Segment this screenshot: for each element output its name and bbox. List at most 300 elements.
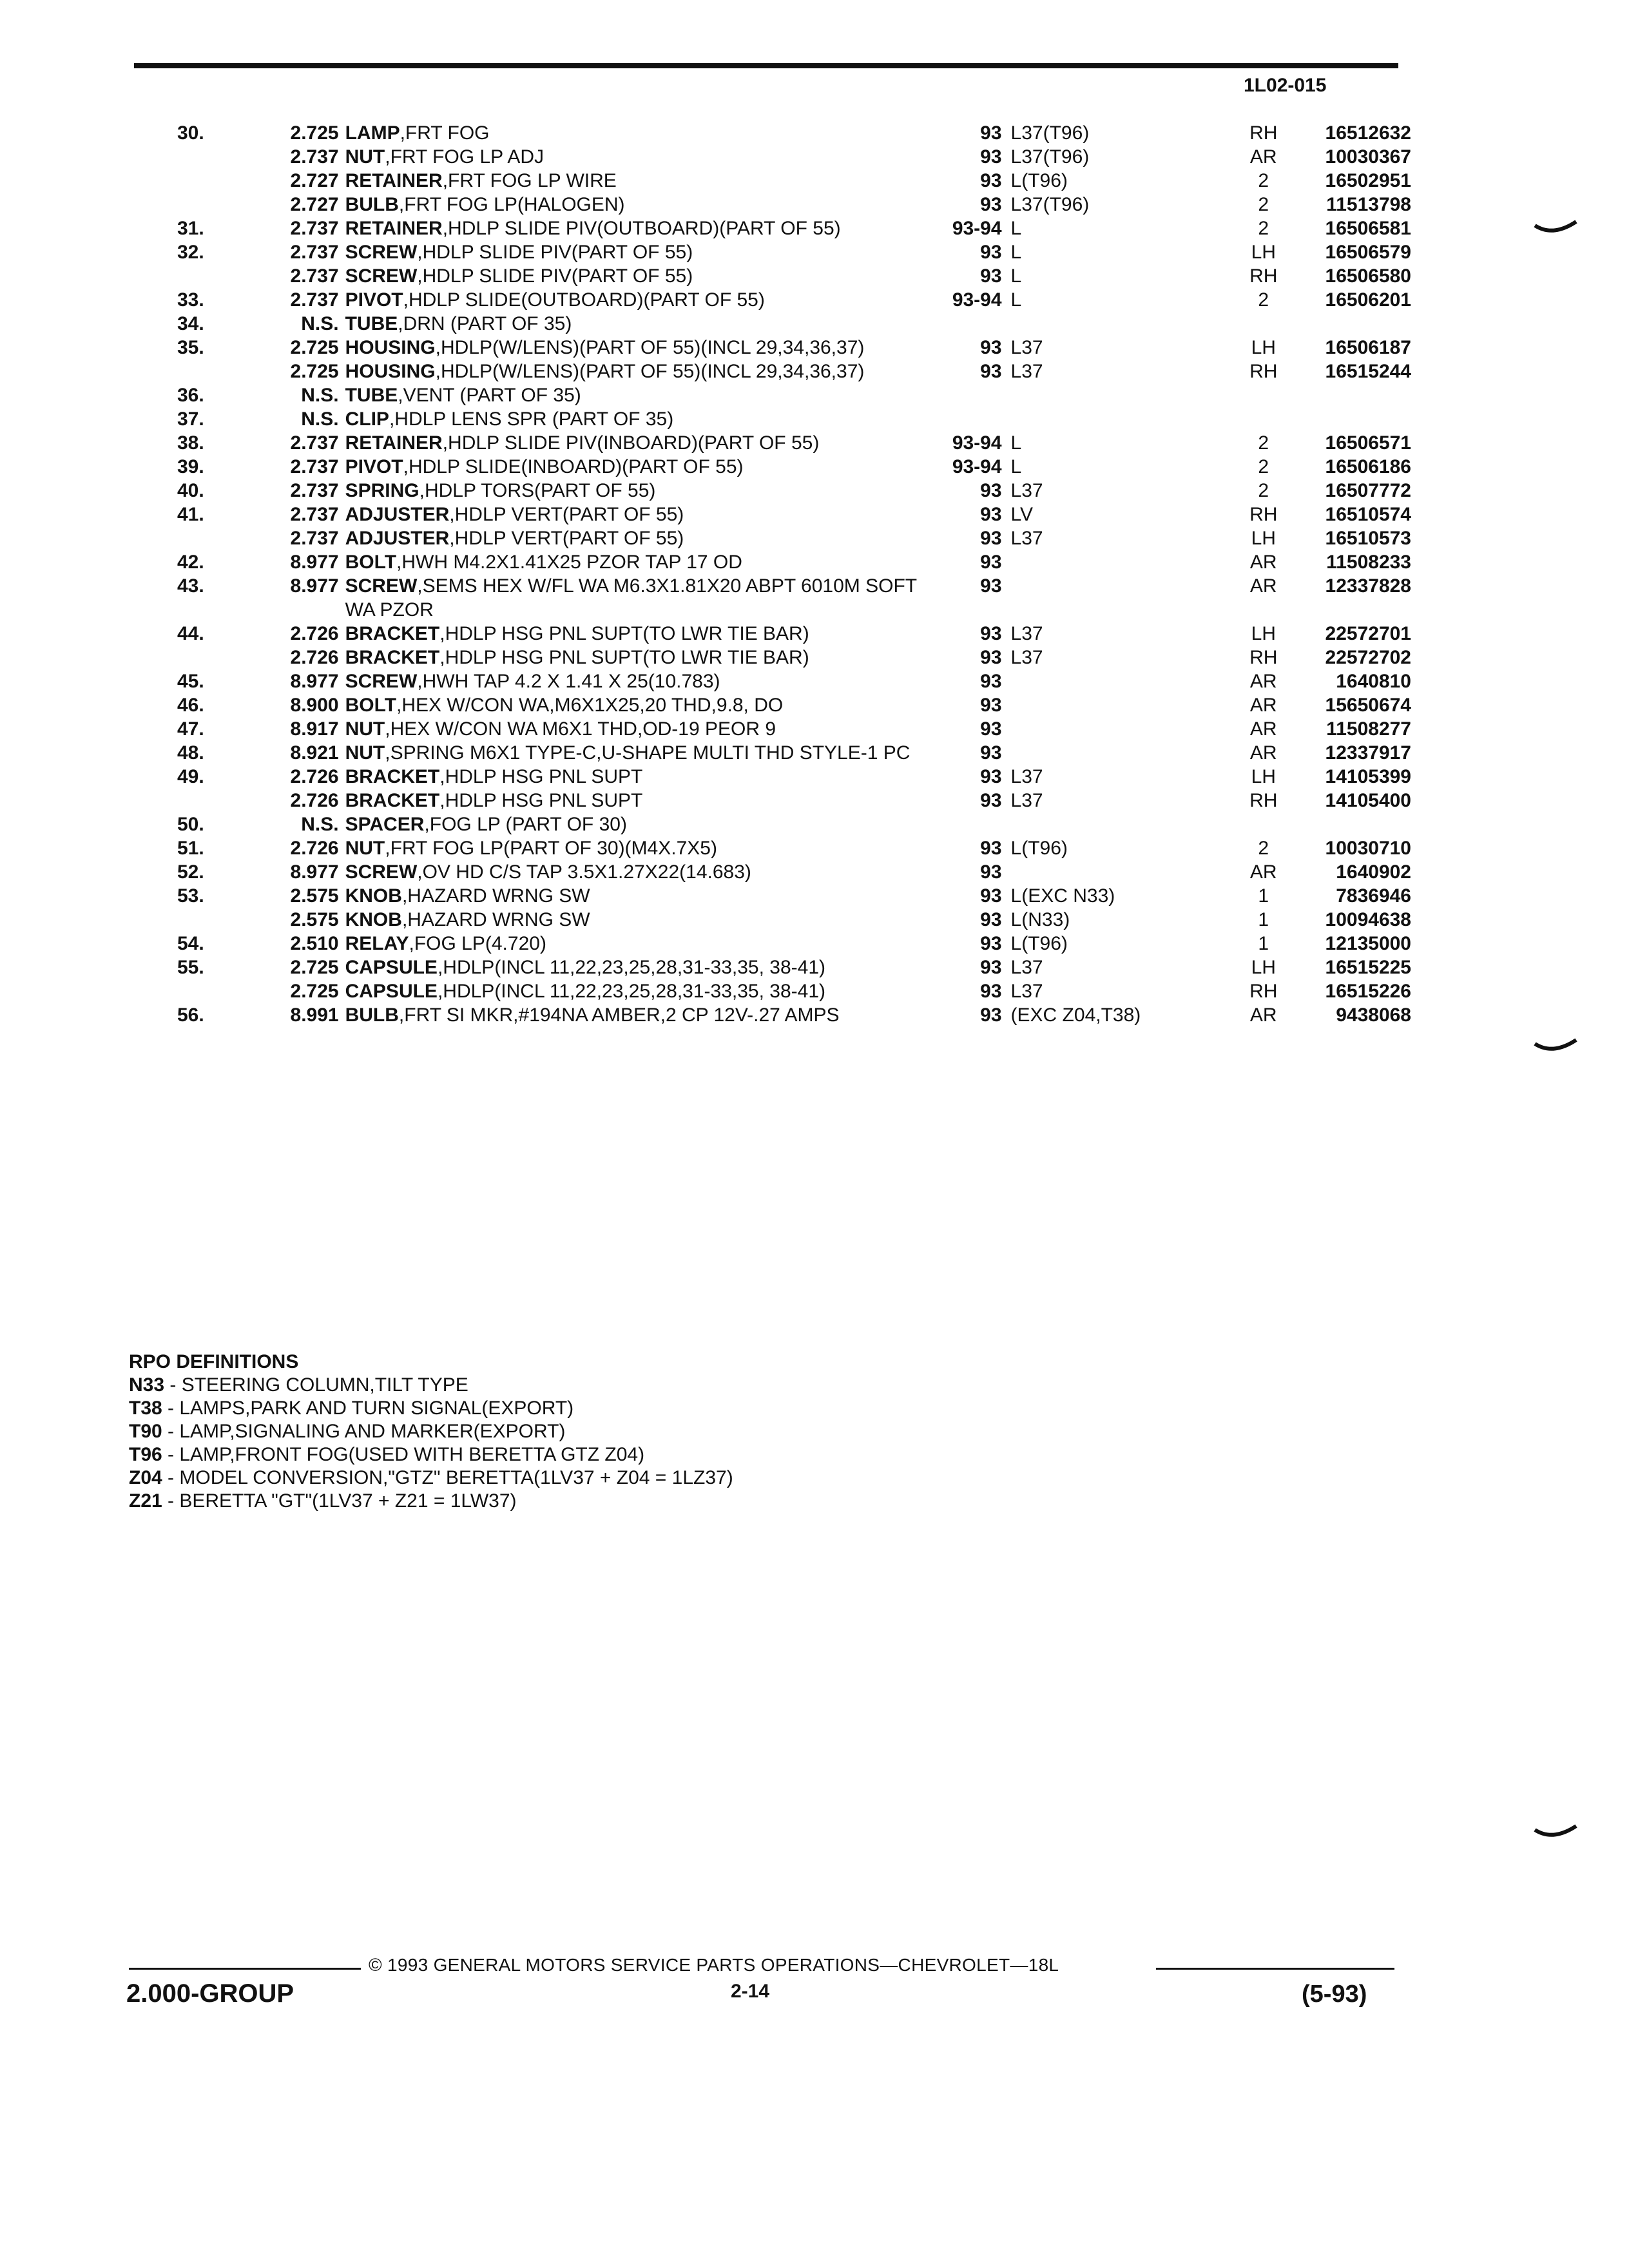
parts-row: [148, 932, 1411, 956]
part-detail: ,HDLP(W/LENS)(PART OF 55)(INCL 29,34,36,37): [435, 337, 865, 358]
part-number: 10030710: [1325, 838, 1411, 859]
ref-number: 32.: [177, 242, 204, 263]
part-name: KNOB: [345, 885, 402, 907]
part-name: RETAINER: [345, 218, 443, 239]
part-detail: ,HDLP HSG PNL SUPT: [439, 766, 643, 787]
parts-row: [148, 860, 1411, 884]
ref-number: 47.: [177, 718, 204, 740]
model-year: 93: [980, 742, 1002, 764]
part-detail: ,HDLP SLIDE PIV(INBOARD)(PART OF 55): [442, 432, 820, 454]
part-detail: ,FRT SI MKR,#194NA AMBER,2 CP 12V-.27 AMPS: [398, 1004, 840, 1026]
parts-row: [148, 121, 1411, 145]
ref-number: [148, 526, 250, 550]
group-number: N.S.: [301, 408, 339, 430]
part-name: BRACKET: [345, 790, 440, 811]
part-description: [345, 455, 923, 479]
usage-option: L37(T96): [1010, 146, 1090, 168]
footer-page-number: 2-14: [731, 1981, 770, 2002]
ref-number: [148, 979, 250, 1003]
part-number: 11508233: [1326, 552, 1411, 573]
model-year: 93: [980, 671, 1002, 692]
part-description: [345, 741, 923, 765]
part-number: 16512632: [1325, 122, 1411, 144]
parts-row: [148, 145, 1411, 169]
model-year: 93: [980, 861, 1002, 883]
parts-row: [148, 717, 1411, 741]
part-number: 11508277: [1326, 718, 1411, 740]
part-description: [345, 979, 923, 1003]
group-number: 2.737: [290, 480, 339, 501]
part-description: [345, 360, 923, 383]
quantity-side: AR: [1249, 146, 1277, 168]
quantity-side: RH: [1249, 790, 1278, 811]
model-year: 93: [980, 361, 1002, 382]
part-description: [345, 860, 923, 884]
part-name: ADJUSTER: [345, 528, 450, 549]
rpo-text: - LAMP,FRONT FOG(USED WITH BERETTA GTZ Z04): [162, 1444, 645, 1465]
part-description: [345, 646, 923, 669]
ref-number: 55.: [177, 957, 204, 978]
model-year: 93: [980, 766, 1002, 787]
group-number: 2.575: [290, 885, 339, 907]
part-detail: ,HAZARD WRNG SW: [401, 909, 590, 930]
rpo-text: - BERETTA "GT"(1LV37 + Z21 = 1LW37): [162, 1490, 517, 1512]
parts-row: [148, 812, 1411, 836]
part-detail: ,HDLP VERT(PART OF 55): [449, 504, 684, 525]
usage-option: L37: [1010, 480, 1043, 501]
group-number: 2.737: [290, 504, 339, 525]
ref-number: 41.: [177, 504, 204, 525]
part-name: KNOB: [345, 909, 402, 930]
part-number: 16506579: [1325, 242, 1411, 263]
ref-number: [148, 646, 250, 669]
part-name: NUT: [345, 838, 385, 859]
part-description: [345, 693, 923, 717]
model-year: 93: [980, 146, 1002, 168]
parts-row: [148, 741, 1411, 765]
parts-row: [148, 360, 1411, 383]
part-number: [1293, 312, 1411, 336]
page-id: 1L02-015: [1244, 75, 1327, 96]
group-number: N.S.: [301, 385, 339, 406]
model-year: 93: [980, 790, 1002, 811]
margin-mark-3: [1534, 1823, 1579, 1843]
part-description: [345, 574, 923, 622]
part-detail: ,HDLP(INCL 11,22,23,25,28,31-33,35, 38-41): [437, 981, 825, 1002]
quantity-side: 2: [1258, 218, 1269, 239]
part-detail: ,HEX W/CON WA,M6X1X25,20 THD,9.8, DO: [396, 695, 784, 716]
part-detail: ,HEX W/CON WA M6X1 THD,OD-19 PEOR 9: [385, 718, 776, 740]
quantity-side: AR: [1249, 552, 1277, 573]
part-detail: ,OV HD C/S TAP 3.5X1.27X22(14.683): [417, 861, 751, 883]
part-description: [345, 216, 923, 240]
part-detail: ,HDLP SLIDE PIV(PART OF 55): [417, 242, 693, 263]
quantity-side: LH: [1251, 242, 1276, 263]
rpo-text: - LAMP,SIGNALING AND MARKER(EXPORT): [162, 1421, 566, 1442]
ref-number: 34.: [177, 313, 204, 334]
usage-option: L: [1010, 265, 1022, 287]
part-detail: ,HDLP HSG PNL SUPT(TO LWR TIE BAR): [439, 623, 809, 644]
group-number: N.S.: [301, 313, 339, 334]
part-description: [345, 932, 923, 956]
part-number: 12135000: [1325, 933, 1411, 954]
group-number: 2.725: [290, 122, 339, 144]
part-name: SCREW: [345, 671, 418, 692]
parts-row: [148, 526, 1411, 550]
footer-group: 2.000-GROUP: [126, 1979, 294, 2008]
part-number: 16506581: [1325, 218, 1411, 239]
part-description: [345, 622, 923, 646]
part-number: 12337917: [1325, 742, 1411, 764]
parts-row: [148, 884, 1411, 908]
part-number: 11513798: [1326, 194, 1411, 215]
part-name: NUT: [345, 146, 385, 168]
part-description: [345, 169, 923, 193]
model-year: 93: [980, 122, 1002, 144]
quantity-side: [1234, 407, 1293, 431]
part-number: [1293, 407, 1411, 431]
ref-number: 38.: [177, 432, 204, 454]
quantity-side: 2: [1258, 289, 1269, 311]
group-number: 2.726: [290, 647, 339, 668]
model-year: [923, 812, 1011, 836]
part-description: [345, 884, 923, 908]
part-detail: ,HDLP(INCL 11,22,23,25,28,31-33,35, 38-41): [437, 957, 825, 978]
ref-number: [148, 193, 250, 216]
model-year: 93: [980, 242, 1002, 263]
usage-option: [1011, 550, 1234, 574]
quantity-side: LH: [1251, 623, 1276, 644]
model-year: 93: [980, 170, 1002, 191]
part-description: [345, 908, 923, 932]
quantity-side: 2: [1258, 838, 1269, 859]
part-detail: ,FRT FOG LP(PART OF 30)(M4X.7X5): [385, 838, 717, 859]
part-name: CAPSULE: [345, 981, 438, 1002]
usage-option: L37: [1010, 623, 1043, 644]
parts-table: [148, 121, 1411, 1027]
rpo-definitions: [129, 1350, 733, 1513]
ref-number: 40.: [177, 480, 204, 501]
quantity-side: AR: [1249, 575, 1277, 597]
usage-option: L37(T96): [1010, 194, 1090, 215]
quantity-side: RH: [1249, 504, 1278, 525]
model-year: 93-94: [952, 218, 1002, 239]
part-number: [1293, 383, 1411, 407]
quantity-side: LH: [1251, 528, 1276, 549]
model-year: 93: [980, 504, 1002, 525]
quantity-side: 1: [1258, 909, 1269, 930]
quantity-side: AR: [1249, 861, 1277, 883]
parts-row: [148, 1003, 1411, 1027]
quantity-side: 2: [1258, 432, 1269, 454]
model-year: 93: [980, 575, 1002, 597]
part-number: 16506571: [1325, 432, 1411, 454]
model-year: 93: [980, 838, 1002, 859]
part-name: TUBE: [345, 313, 398, 334]
quantity-side: LH: [1251, 957, 1276, 978]
usage-option: LV: [1010, 504, 1034, 525]
part-detail: ,HDLP TORS(PART OF 55): [419, 480, 656, 501]
quantity-side: AR: [1249, 742, 1277, 764]
usage-option: [1011, 407, 1234, 431]
group-number: 8.977: [290, 671, 339, 692]
quantity-side: RH: [1249, 361, 1278, 382]
part-description: [345, 240, 923, 264]
usage-option: [1011, 717, 1234, 741]
usage-option: L37(T96): [1010, 122, 1090, 144]
part-name: SPACER: [345, 814, 425, 835]
quantity-side: LH: [1251, 337, 1276, 358]
usage-option: [1011, 383, 1234, 407]
rpo-item: [129, 1420, 733, 1443]
usage-option: L: [1010, 289, 1022, 311]
rpo-code: N33: [129, 1374, 165, 1396]
part-number: 1640902: [1336, 861, 1411, 883]
ref-number: 49.: [177, 766, 204, 787]
ref-number: 53.: [177, 885, 204, 907]
part-description: [345, 765, 923, 789]
part-detail: ,HDLP HSG PNL SUPT: [439, 790, 643, 811]
part-description: [345, 812, 923, 836]
parts-row: [148, 669, 1411, 693]
quantity-side: 1: [1258, 885, 1269, 907]
group-number: 2.727: [290, 194, 339, 215]
rpo-code: T38: [129, 1398, 162, 1419]
quantity-side: AR: [1249, 718, 1277, 740]
part-number: 14105400: [1325, 790, 1411, 811]
part-name: RELAY: [345, 933, 409, 954]
quantity-side: AR: [1249, 671, 1277, 692]
parts-row: [148, 288, 1411, 312]
model-year: 93: [980, 718, 1002, 740]
group-number: 8.917: [290, 718, 339, 740]
parts-row: [148, 789, 1411, 812]
rpo-list: [129, 1374, 733, 1513]
parts-row: [148, 836, 1411, 860]
part-number: 10030367: [1325, 146, 1411, 168]
part-detail: ,DRN (PART OF 35): [398, 313, 572, 334]
group-number: 8.977: [290, 575, 339, 597]
ref-number: [148, 169, 250, 193]
usage-option: L37: [1010, 337, 1043, 358]
quantity-side: AR: [1249, 1004, 1277, 1026]
model-year: 93: [980, 933, 1002, 954]
rpo-item: [129, 1397, 733, 1420]
part-detail: ,HWH TAP 4.2 X 1.41 X 25(10.783): [417, 671, 720, 692]
quantity-side: 2: [1258, 456, 1269, 477]
parts-row: [148, 383, 1411, 407]
usage-option: L: [1010, 218, 1022, 239]
part-number: 16510573: [1325, 528, 1411, 549]
part-detail: ,SEMS HEX W/FL WA M6.3X1.81X20 ABPT 6010M SOFT WA PZOR: [345, 575, 917, 620]
usage-option: L37: [1010, 361, 1043, 382]
model-year: [923, 312, 1011, 336]
usage-option: [1011, 312, 1234, 336]
model-year: 93: [980, 623, 1002, 644]
model-year: 93: [980, 528, 1002, 549]
model-year: [923, 407, 1011, 431]
group-number: 2.737: [290, 242, 339, 263]
model-year: 93-94: [952, 432, 1002, 454]
part-number: 12337828: [1325, 575, 1411, 597]
part-number: 15650674: [1325, 695, 1411, 716]
part-name: SCREW: [345, 575, 418, 597]
usage-option: L37: [1010, 957, 1043, 978]
quantity-side: [1234, 383, 1293, 407]
part-name: BRACKET: [345, 623, 440, 644]
part-name: SCREW: [345, 242, 418, 263]
group-number: 8.921: [290, 742, 339, 764]
part-description: [345, 145, 923, 169]
part-number: 16507772: [1325, 480, 1411, 501]
quantity-side: LH: [1251, 766, 1276, 787]
group-number: 8.900: [290, 695, 339, 716]
part-detail: ,FOG LP (PART OF 30): [424, 814, 627, 835]
part-name: SCREW: [345, 861, 418, 883]
usage-option: L37: [1010, 766, 1043, 787]
part-name: ADJUSTER: [345, 504, 450, 525]
footer-rule-right: [1156, 1968, 1394, 1970]
rpo-item: [129, 1374, 733, 1397]
quantity-side: AR: [1249, 695, 1277, 716]
usage-option: [1011, 669, 1234, 693]
parts-row: [148, 336, 1411, 360]
quantity-side: [1234, 312, 1293, 336]
model-year: 93: [980, 194, 1002, 215]
ref-number: 45.: [177, 671, 204, 692]
part-description: [345, 479, 923, 503]
part-detail: ,SPRING M6X1 TYPE-C,U-SHAPE MULTI THD STYLE-1 PC: [385, 742, 911, 764]
group-number: 2.725: [290, 361, 339, 382]
part-name: PIVOT: [345, 289, 403, 311]
usage-option: [1011, 741, 1234, 765]
group-number: 2.737: [290, 265, 339, 287]
model-year: 93: [980, 1004, 1002, 1026]
part-name: CLIP: [345, 408, 389, 430]
rpo-title: RPO DEFINITIONS: [129, 1351, 299, 1372]
rpo-code: Z04: [129, 1467, 162, 1488]
parts-row: [148, 956, 1411, 979]
ref-number: 56.: [177, 1004, 204, 1026]
part-name: LAMP: [345, 122, 400, 144]
part-detail: ,FRT FOG LP ADJ: [385, 146, 544, 168]
part-detail: ,VENT (PART OF 35): [398, 385, 581, 406]
part-detail: ,HDLP LENS SPR (PART OF 35): [389, 408, 674, 430]
ref-number: 42.: [177, 552, 204, 573]
group-number: 2.737: [290, 528, 339, 549]
model-year: 93: [980, 265, 1002, 287]
part-detail: ,HDLP VERT(PART OF 55): [449, 528, 684, 549]
group-number: 2.737: [290, 218, 339, 239]
quantity-side: RH: [1249, 122, 1278, 144]
part-detail: ,FRT FOG LP(HALOGEN): [398, 194, 625, 215]
model-year: 93: [980, 885, 1002, 907]
usage-option: L(T96): [1010, 170, 1068, 191]
part-description: [345, 193, 923, 216]
ref-number: 35.: [177, 337, 204, 358]
part-name: SPRING: [345, 480, 419, 501]
footer-rule-left: [129, 1968, 361, 1970]
parts-row: [148, 193, 1411, 216]
model-year: 93: [980, 695, 1002, 716]
model-year: 93: [980, 480, 1002, 501]
parts-row: [148, 503, 1411, 526]
model-year: 93: [980, 957, 1002, 978]
part-number: 22572702: [1325, 647, 1411, 668]
parts-row: [148, 264, 1411, 288]
ref-number: 54.: [177, 933, 204, 954]
usage-option: L(EXC N33): [1010, 885, 1115, 907]
ref-number: 37.: [177, 408, 204, 430]
usage-option: L37: [1010, 790, 1043, 811]
footer-date: (5-93): [1302, 1981, 1367, 2008]
group-number: 2.737: [290, 432, 339, 454]
group-number: 2.725: [290, 957, 339, 978]
part-name: BOLT: [345, 552, 397, 573]
part-description: [345, 312, 923, 336]
rpo-text: - STEERING COLUMN,TILT TYPE: [164, 1374, 468, 1396]
part-description: [345, 956, 923, 979]
part-name: BULB: [345, 1004, 399, 1026]
parts-row: [148, 622, 1411, 646]
part-description: [345, 431, 923, 455]
ref-number: [148, 264, 250, 288]
part-description: [345, 288, 923, 312]
part-number: 16502951: [1325, 170, 1411, 191]
parts-row: [148, 574, 1411, 622]
part-number: 1640810: [1336, 671, 1411, 692]
group-number: 2.726: [290, 790, 339, 811]
part-name: TUBE: [345, 385, 398, 406]
parts-row: [148, 169, 1411, 193]
usage-option: [1011, 574, 1234, 622]
model-year: 93: [980, 552, 1002, 573]
group-number: 2.725: [290, 981, 339, 1002]
part-number: 9438068: [1336, 1004, 1411, 1026]
parts-row: [148, 550, 1411, 574]
group-number: 2.737: [290, 146, 339, 168]
part-name: NUT: [345, 742, 385, 764]
rpo-code: T96: [129, 1444, 162, 1465]
usage-option: L37: [1010, 528, 1043, 549]
group-number: 8.991: [290, 1004, 339, 1026]
part-number: 16506187: [1325, 337, 1411, 358]
usage-option: L(T96): [1010, 838, 1068, 859]
part-description: [345, 121, 923, 145]
quantity-side: 1: [1258, 933, 1269, 954]
quantity-side: 2: [1258, 194, 1269, 215]
parts-row: [148, 431, 1411, 455]
margin-mark-1: [1534, 219, 1579, 238]
model-year: 93: [980, 647, 1002, 668]
part-name: NUT: [345, 718, 385, 740]
group-number: N.S.: [301, 814, 339, 835]
part-detail: ,HDLP SLIDE PIV(OUTBOARD)(PART OF 55): [442, 218, 841, 239]
ref-number: 36.: [177, 385, 204, 406]
usage-option: [1011, 860, 1234, 884]
part-number: 16506186: [1325, 456, 1411, 477]
parts-row: [148, 312, 1411, 336]
model-year: 93-94: [952, 289, 1002, 311]
part-description: [345, 1003, 923, 1027]
model-year: [923, 383, 1011, 407]
quantity-side: RH: [1249, 981, 1278, 1002]
model-year: 93: [980, 337, 1002, 358]
ref-number: [148, 360, 250, 383]
ref-number: 46.: [177, 695, 204, 716]
rpo-text: - LAMPS,PARK AND TURN SIGNAL(EXPORT): [162, 1398, 574, 1419]
parts-row: [148, 979, 1411, 1003]
